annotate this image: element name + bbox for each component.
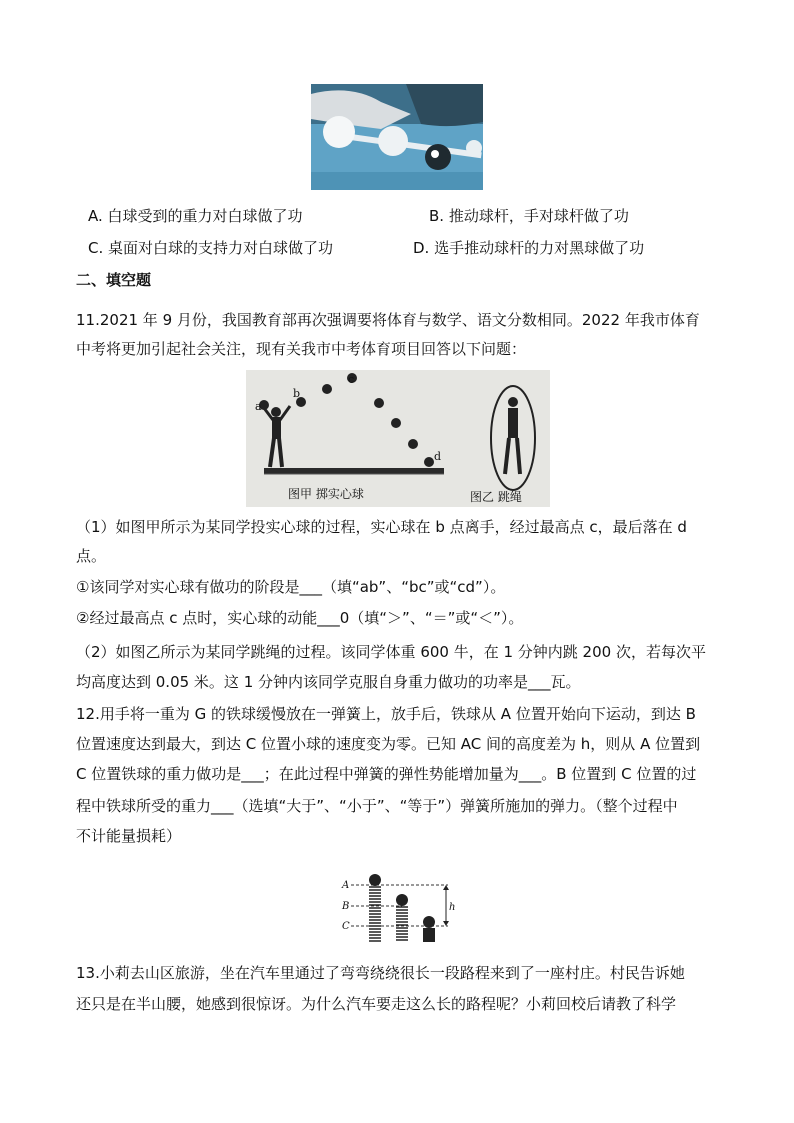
q11-figure	[246, 370, 550, 507]
label-C: C	[342, 921, 350, 932]
option-a: A. 白球受到的重力对白球做了功	[88, 207, 303, 225]
ball-d	[424, 457, 434, 467]
billiards-photo	[311, 84, 483, 190]
q11-part1-line-1: （1）如图甲所示为某同学投实心球的过程，实心球在 b 点离手，经过最高点 c，最后落在 d	[76, 518, 687, 536]
label-A: A	[342, 880, 350, 891]
q11-part2-line-2: 均高度达到 0.05 米。这 1 分钟内该同学克服自身重力做功的功率是___瓦。	[76, 673, 581, 691]
q12-line-3: C 位置铁球的重力做功是___；在此过程中弹簧的弹性势能增加量为___。B 位置到 C 位置的过	[76, 765, 697, 783]
q12-line-5: 不计能量损耗）	[76, 827, 182, 845]
q11-part1-q1: ①该同学对实心球有做功的阶段是___（填“ab”、“bc”或“cd”）。	[76, 578, 506, 596]
q11-part2-line-1: （2）如图乙所示为某同学跳绳的过程。该同学体重 600 牛，在 1 分钟内跳 200 次，若每次平	[76, 643, 706, 661]
q11-part1-line-2: 点。	[76, 547, 107, 565]
spring-b	[396, 894, 408, 940]
q12-line-1: 12.用手将一重为 G 的铁球缓慢放在一弹簧上，放手后，铁球从 A 位置开始向下运动，到达 B	[76, 705, 696, 723]
label-B: B	[342, 901, 350, 912]
spring-c	[423, 916, 435, 942]
q13-line-1: 13.小莉去山区旅游，坐在汽车里通过了弯弯绕绕很长一段路程来到了一座村庄。村民告诉她	[76, 964, 685, 982]
caption-left: 图甲 掷实心球	[288, 487, 364, 501]
label-h: h	[449, 902, 456, 913]
q11-line-1: 11.2021 年 9 月份，我国教育部再次强调要将体育与数学、语文分数相同。2022 年我市体育	[76, 311, 700, 329]
section-title: 二、填空题	[76, 271, 152, 289]
label-d: d	[434, 450, 442, 463]
q11-line-2: 中考将更加引起社会关注，现有关我市中考体育项目回答以下问题：	[76, 340, 527, 358]
q12-line-2: 位置速度达到最大，到达 C 位置小球的速度变为零。已知 AC 间的高度差为 h，则从 A 位置到	[76, 735, 701, 753]
spring-figure	[338, 870, 458, 948]
spring-a	[369, 874, 381, 941]
q13-line-2: 还只是在半山腰，她感到很惊讶。为什么汽车要走这么长的路程呢？小莉回校后请教了科学	[76, 995, 677, 1013]
caption-right: 图乙 跳绳	[470, 490, 522, 504]
label-c: c	[348, 373, 355, 386]
label-b: b	[293, 387, 301, 400]
option-d: D. 选手推动球杆的力对黑球做了功	[413, 239, 645, 257]
option-b: B. 推动球杆，手对球杆做了功	[429, 207, 629, 225]
q11-part1-q2: ②经过最高点 c 点时，实心球的动能___0（填“＞”、“＝”或“＜”）。	[76, 609, 524, 627]
option-c: C. 桌面对白球的支持力对白球做了功	[88, 239, 334, 257]
label-a: a	[255, 400, 262, 413]
q12-line-4: 程中铁球所受的重力___（选填“大于”、“小于”、“等于”）弹簧所施加的弹力。（整个过程中	[76, 797, 678, 815]
